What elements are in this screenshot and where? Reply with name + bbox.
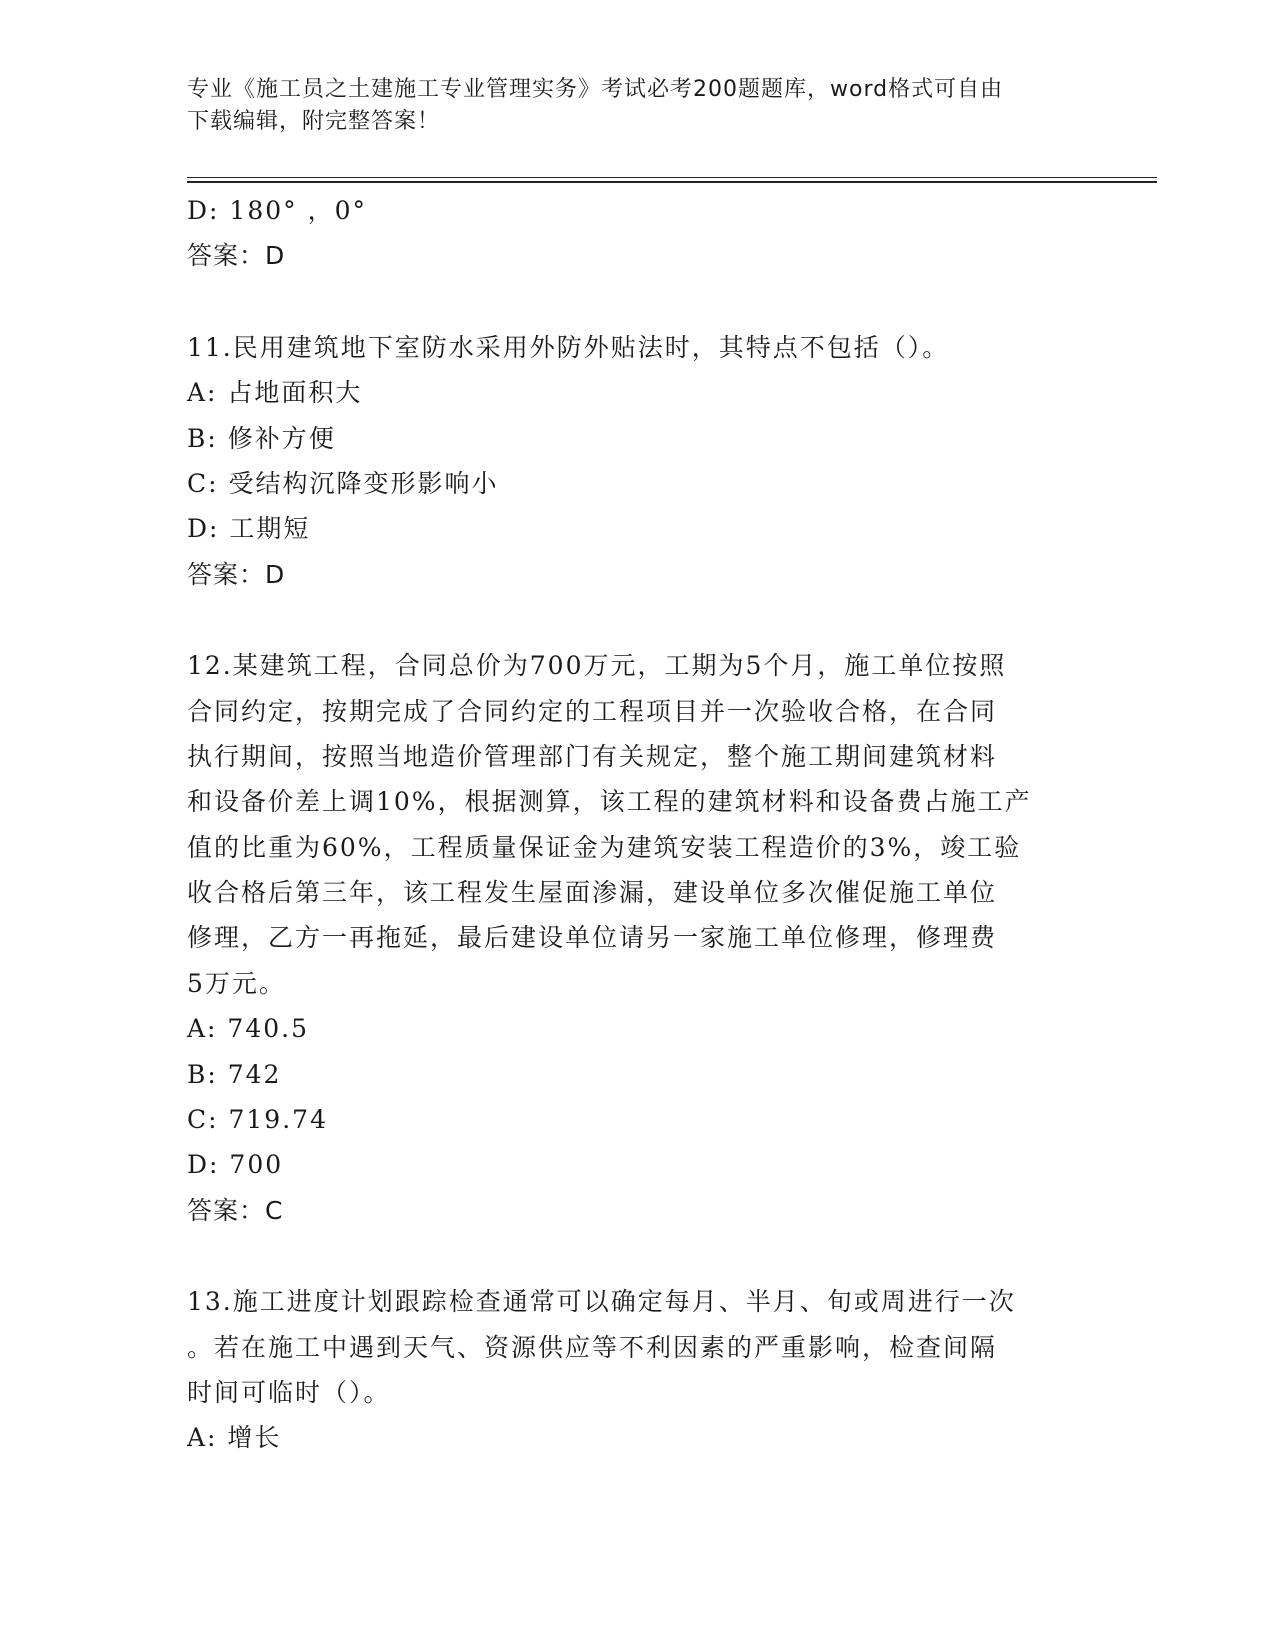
question-12-stem-line: 值的比重为60%，工程质量保证金为建筑安装工程造价的3%，竣工验	[187, 832, 1022, 862]
question-12-option-c: C: 719.74	[187, 1105, 328, 1135]
question-13-stem-line: 13.施工进度计划跟踪检查通常可以确定每月、半月、旬或周进行一次	[187, 1287, 1016, 1317]
question-11-option-a: A: 占地面积大	[187, 378, 363, 408]
question-11-stem	[187, 325, 1087, 370]
spacer	[187, 597, 1087, 643]
question-12-option-a: A: 740.5	[187, 1014, 309, 1044]
question-11-option-b: B: 修补方便	[187, 423, 336, 453]
prev-answer: 答案：D	[187, 241, 286, 271]
question-12-stem-line: 执行期间，按照当地造价管理部门有关规定，整个施工期间建筑材料	[187, 741, 998, 771]
header-line-1: 专业《施工员之土建施工专业管理实务》考试必考200题题库，word格式可自由	[187, 77, 1004, 102]
question-11-option-d: D: 工期短	[187, 514, 311, 544]
question-12-stem	[187, 643, 1087, 1006]
question-11-option-c: C: 受结构沉降变形影响小	[187, 468, 499, 498]
question-12-option-b: B: 742	[187, 1059, 282, 1089]
prev-option-d: D: 180° ，0°	[187, 196, 367, 225]
header-line-2: 下载编辑，附完整答案！	[187, 109, 441, 134]
question-13-option-a: A: 增长	[187, 1423, 282, 1453]
question-12-stem-line: 12.某建筑工程，合同总价为700万元，工期为5个月，施工单位按照	[187, 651, 1007, 681]
question-12-option-d: D: 700	[187, 1150, 284, 1180]
spacer	[187, 279, 1087, 325]
question-11-answer: 答案：D	[187, 559, 286, 589]
question-12-stem-line: 5万元。	[187, 968, 286, 998]
header-divider-thin	[187, 177, 1157, 178]
question-12-stem-line: 和设备价差上调10%，根据测算，该工程的建筑材料和设备费占施工产	[187, 787, 1032, 817]
question-12-stem-line: 收合格后第三年，该工程发生屋面渗漏，建设单位多次催促施工单位	[187, 878, 998, 908]
question-12-stem-line: 合同约定，按期完成了合同约定的工程项目并一次验收合格，在合同	[187, 696, 998, 726]
question-content	[187, 188, 1087, 1461]
spacer	[187, 1233, 1087, 1279]
document-header	[187, 74, 1067, 138]
question-12-stem-line: 修理，乙方一再拖延，最后建设单位请另一家施工单位修理，修理费	[187, 923, 998, 953]
question-11-stem-line: 11.民用建筑地下室防水采用外防外贴法时，其特点不包括（）。	[187, 332, 950, 362]
question-12-answer: 答案：C	[187, 1195, 284, 1225]
question-13-stem	[187, 1279, 1087, 1415]
header-divider-thick	[187, 181, 1157, 183]
question-13-stem-line: 时间可临时（）。	[187, 1377, 391, 1407]
question-13-stem-line: 。若在施工中遇到天气、资源供应等不利因素的严重影响，检查间隔	[187, 1332, 998, 1362]
